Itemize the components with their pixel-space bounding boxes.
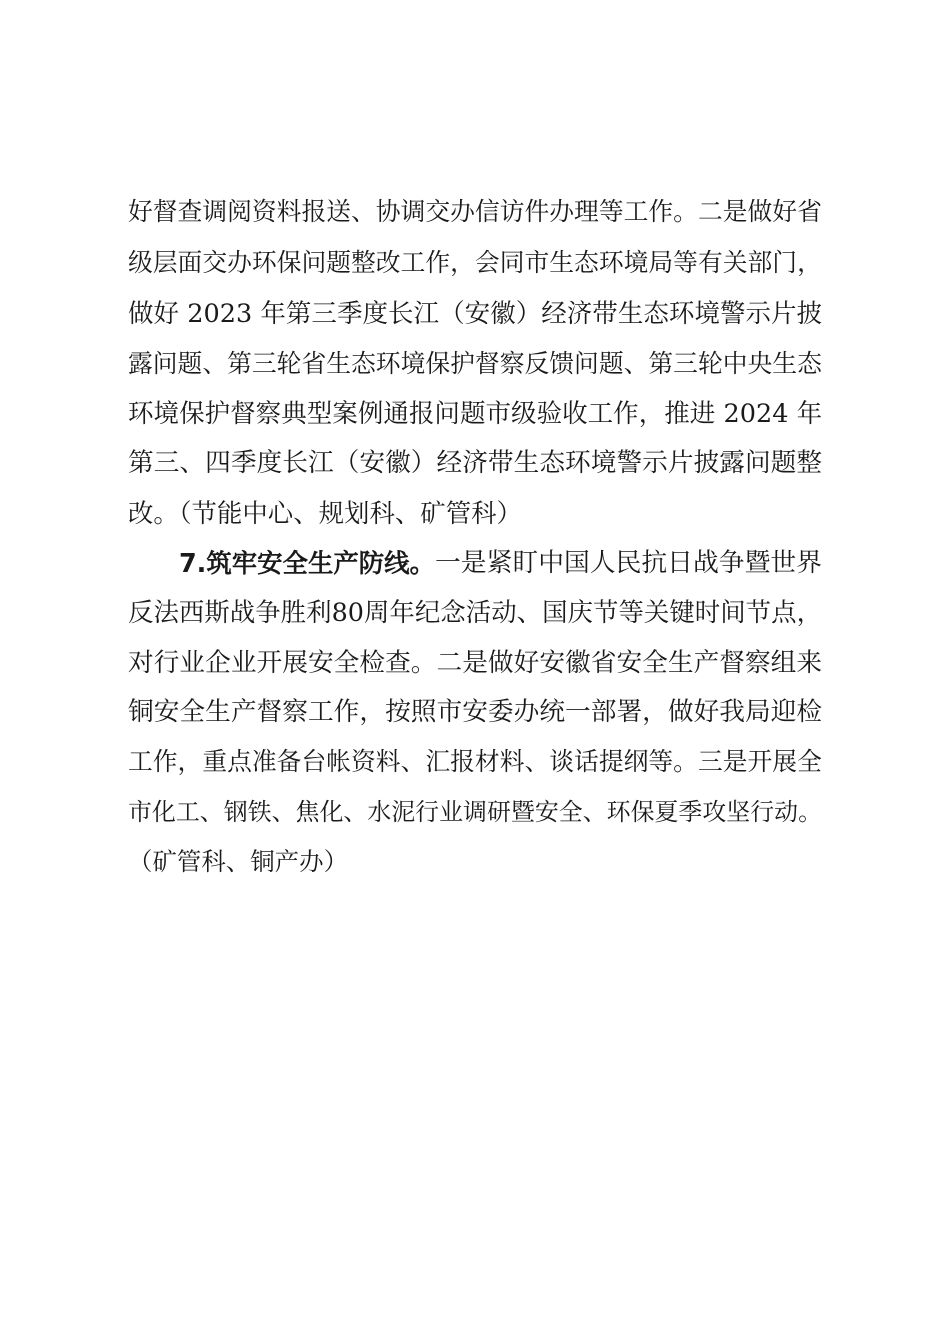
line-text: 市化工、钢铁、焦化、水泥行业调研暨安全、环保夏季攻坚行动。 bbox=[128, 798, 823, 826]
section-7-line-2 bbox=[0, 593, 950, 633]
section-heading: 7.筑牢安全生产防线。 bbox=[179, 548, 435, 578]
text-line-6 bbox=[0, 443, 950, 483]
section-7-line-3 bbox=[0, 643, 950, 683]
line-text: 做好 2023 年第三季度长江（安徽）经济带生态环境警示片披 bbox=[128, 299, 823, 329]
line-text: 环境保护督察典型案例通报问题市级验收工作，推进 2024 年 bbox=[128, 399, 823, 429]
text-line-4 bbox=[0, 344, 950, 384]
section-7-line-6 bbox=[0, 792, 950, 832]
text-line-2 bbox=[0, 243, 950, 283]
section-7-line-7 bbox=[0, 842, 950, 882]
section-7-heading-line bbox=[0, 543, 950, 583]
section-7-line-4 bbox=[0, 692, 950, 732]
text-line-7 bbox=[0, 493, 950, 533]
line-text: 露问题、第三轮省生态环境保护督察反馈问题、第三轮中央生态 bbox=[128, 349, 822, 378]
line-text: 级层面交办环保问题整改工作，会同市生态环境局等有关部门， bbox=[128, 248, 822, 277]
line-text: 改。（节能中心、规划科、矿管科） bbox=[128, 498, 522, 528]
line-text: 好督查调阅资料报送、协调交办信访件办理等工作。二是做好省 bbox=[128, 197, 822, 226]
line-text: 铜安全生产督察工作，按照市安委办统一部署，做好我局迎检 bbox=[128, 697, 823, 727]
line-text: 工作，重点准备台帐资料、汇报材料、谈话提纲等。三是开展全 bbox=[128, 747, 822, 776]
text-line-3 bbox=[0, 294, 950, 334]
section-first-line-text: 一是紧盯中国人民抗日战争暨世界 bbox=[435, 548, 822, 578]
line-text: 第三、四季度长江（安徽）经济带生态环境警示片披露问题整 bbox=[128, 448, 823, 478]
text-line-5 bbox=[0, 394, 950, 434]
line-text: 反法西斯战争胜利80周年纪念活动、国庆节等关键时间节点， bbox=[128, 598, 823, 628]
text-line-1 bbox=[0, 192, 950, 232]
line-text: （矿管科、铜产办） bbox=[128, 847, 349, 876]
section-7-line-5 bbox=[0, 742, 950, 782]
line-text: 对行业企业开展安全检查。二是做好安徽省安全生产督察组来 bbox=[128, 648, 823, 678]
